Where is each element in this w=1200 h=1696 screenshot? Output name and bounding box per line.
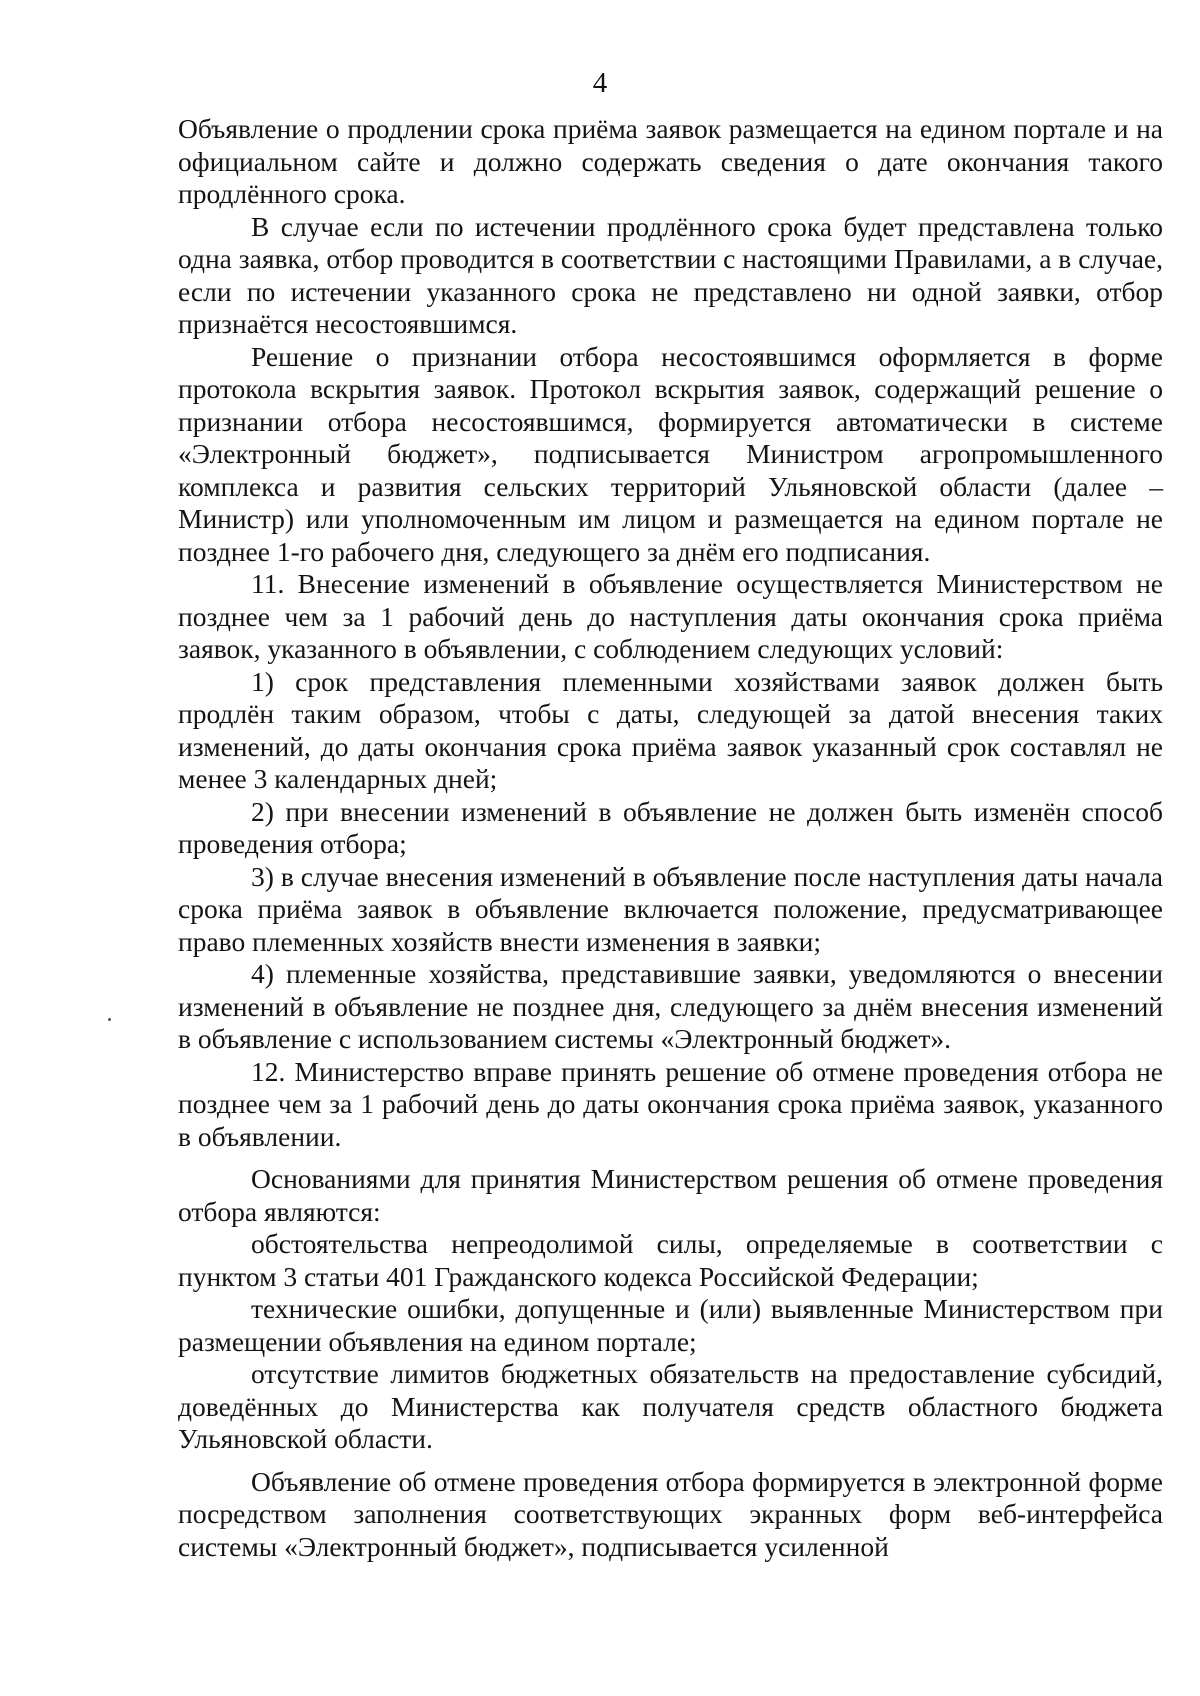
paragraph-item-11: 11. Внесение изменений в объявление осуществляется Министерством не позднее чем за 1 рабочий день до наступления даты окончания срока приёма заявок, указанного в объявлении, с соблюдением следующих условий:	[178, 568, 1163, 664]
paragraph-condition-1: 1) срок представления племенными хозяйствами заявок должен быть продлён таким образом, чтобы с даты, следующей за датой внесения таких изменений, до даты окончания срока приёма заявок указанный срок составлял не менее 3 календарных дней;	[178, 665, 1163, 794]
margin-mark	[108, 1018, 111, 1021]
paragraph-extension-announcement: Объявление о продлении срока приёма заявок размещается на едином портале и на официальном сайте и должно содержать сведения о дате окончания такого продлённого срока.	[178, 113, 1163, 209]
paragraph-technical-errors: технические ошибки, допущенные и (или) выявленные Министерством при размещении объявления на едином портале;	[178, 1293, 1163, 1357]
paragraph-cancellation-grounds: Основаниями для принятия Министерством решения об отмене проведения отбора являются:	[178, 1163, 1163, 1227]
paragraph-single-application: В случае если по истечении продлённого срока будет представлена только одна заявка, отбор проводится в соответствии с настоящими Правилами, а в случае, если по истечении указанного срока не представлено ни одной заявки, отбор признаётся несостоявшимся.	[178, 210, 1163, 339]
paragraph-no-limits: отсутствие лимитов бюджетных обязательств на предоставление субсидий, доведённых до Министерства как получателя средств областного бюджета Ульяновской области.	[178, 1358, 1163, 1454]
paragraph-cancellation-announcement: Объявление об отмене проведения отбора формируется в электронной форме посредством заполнения соответствующих экранных форм веб-интерфейса системы «Электронный бюджет», подписывается усиленной	[178, 1465, 1163, 1562]
paragraph-condition-3: 3) в случае внесения изменений в объявление после наступления даты начала срока приёма заявок в объявление включается положение, предусматривающее право племенных хозяйств внести изменения в заявки;	[178, 860, 1163, 957]
page-number: 4	[592, 67, 608, 99]
paragraph-force-majeure: обстоятельства непреодолимой силы, определяемые в соответствии с пунктом 3 статьи 401 Гражданского кодекса Российской Федерации;	[178, 1228, 1163, 1292]
paragraph-condition-4: 4) племенные хозяйства, представившие заявки, уведомляются о внесении изменений в объявление не позднее дня, следующего за днём внесения изменений в объявление с использованием системы «Электронный бюджет».	[178, 958, 1163, 1054]
paragraph-failed-selection-decision: Решение о признании отбора несостоявшимся оформляется в форме протокола вскрытия заявок. Протокол вскрытия заявок, содержащий решение о признании отбора несостоявшимся, формируется автоматически в системе «Электронный бюджет», подписывается Министром агропромышленного комплекса и развития сельских территорий Ульяновской области (далее – Министр) или уполномоченным им лицом и размещается на едином портале не позднее 1-го рабочего дня, следующего за днём его подписания.	[178, 340, 1163, 567]
paragraph-item-12: 12. Министерство вправе принять решение об отмене проведения отбора не позднее чем за 1 рабочий день до даты окончания срока приёма заявок, указанного в объявлении.	[178, 1055, 1163, 1152]
paragraph-condition-2: 2) при внесении изменений в объявление не должен быть изменён способ проведения отбора;	[178, 795, 1163, 859]
document-body	[178, 113, 1163, 1563]
